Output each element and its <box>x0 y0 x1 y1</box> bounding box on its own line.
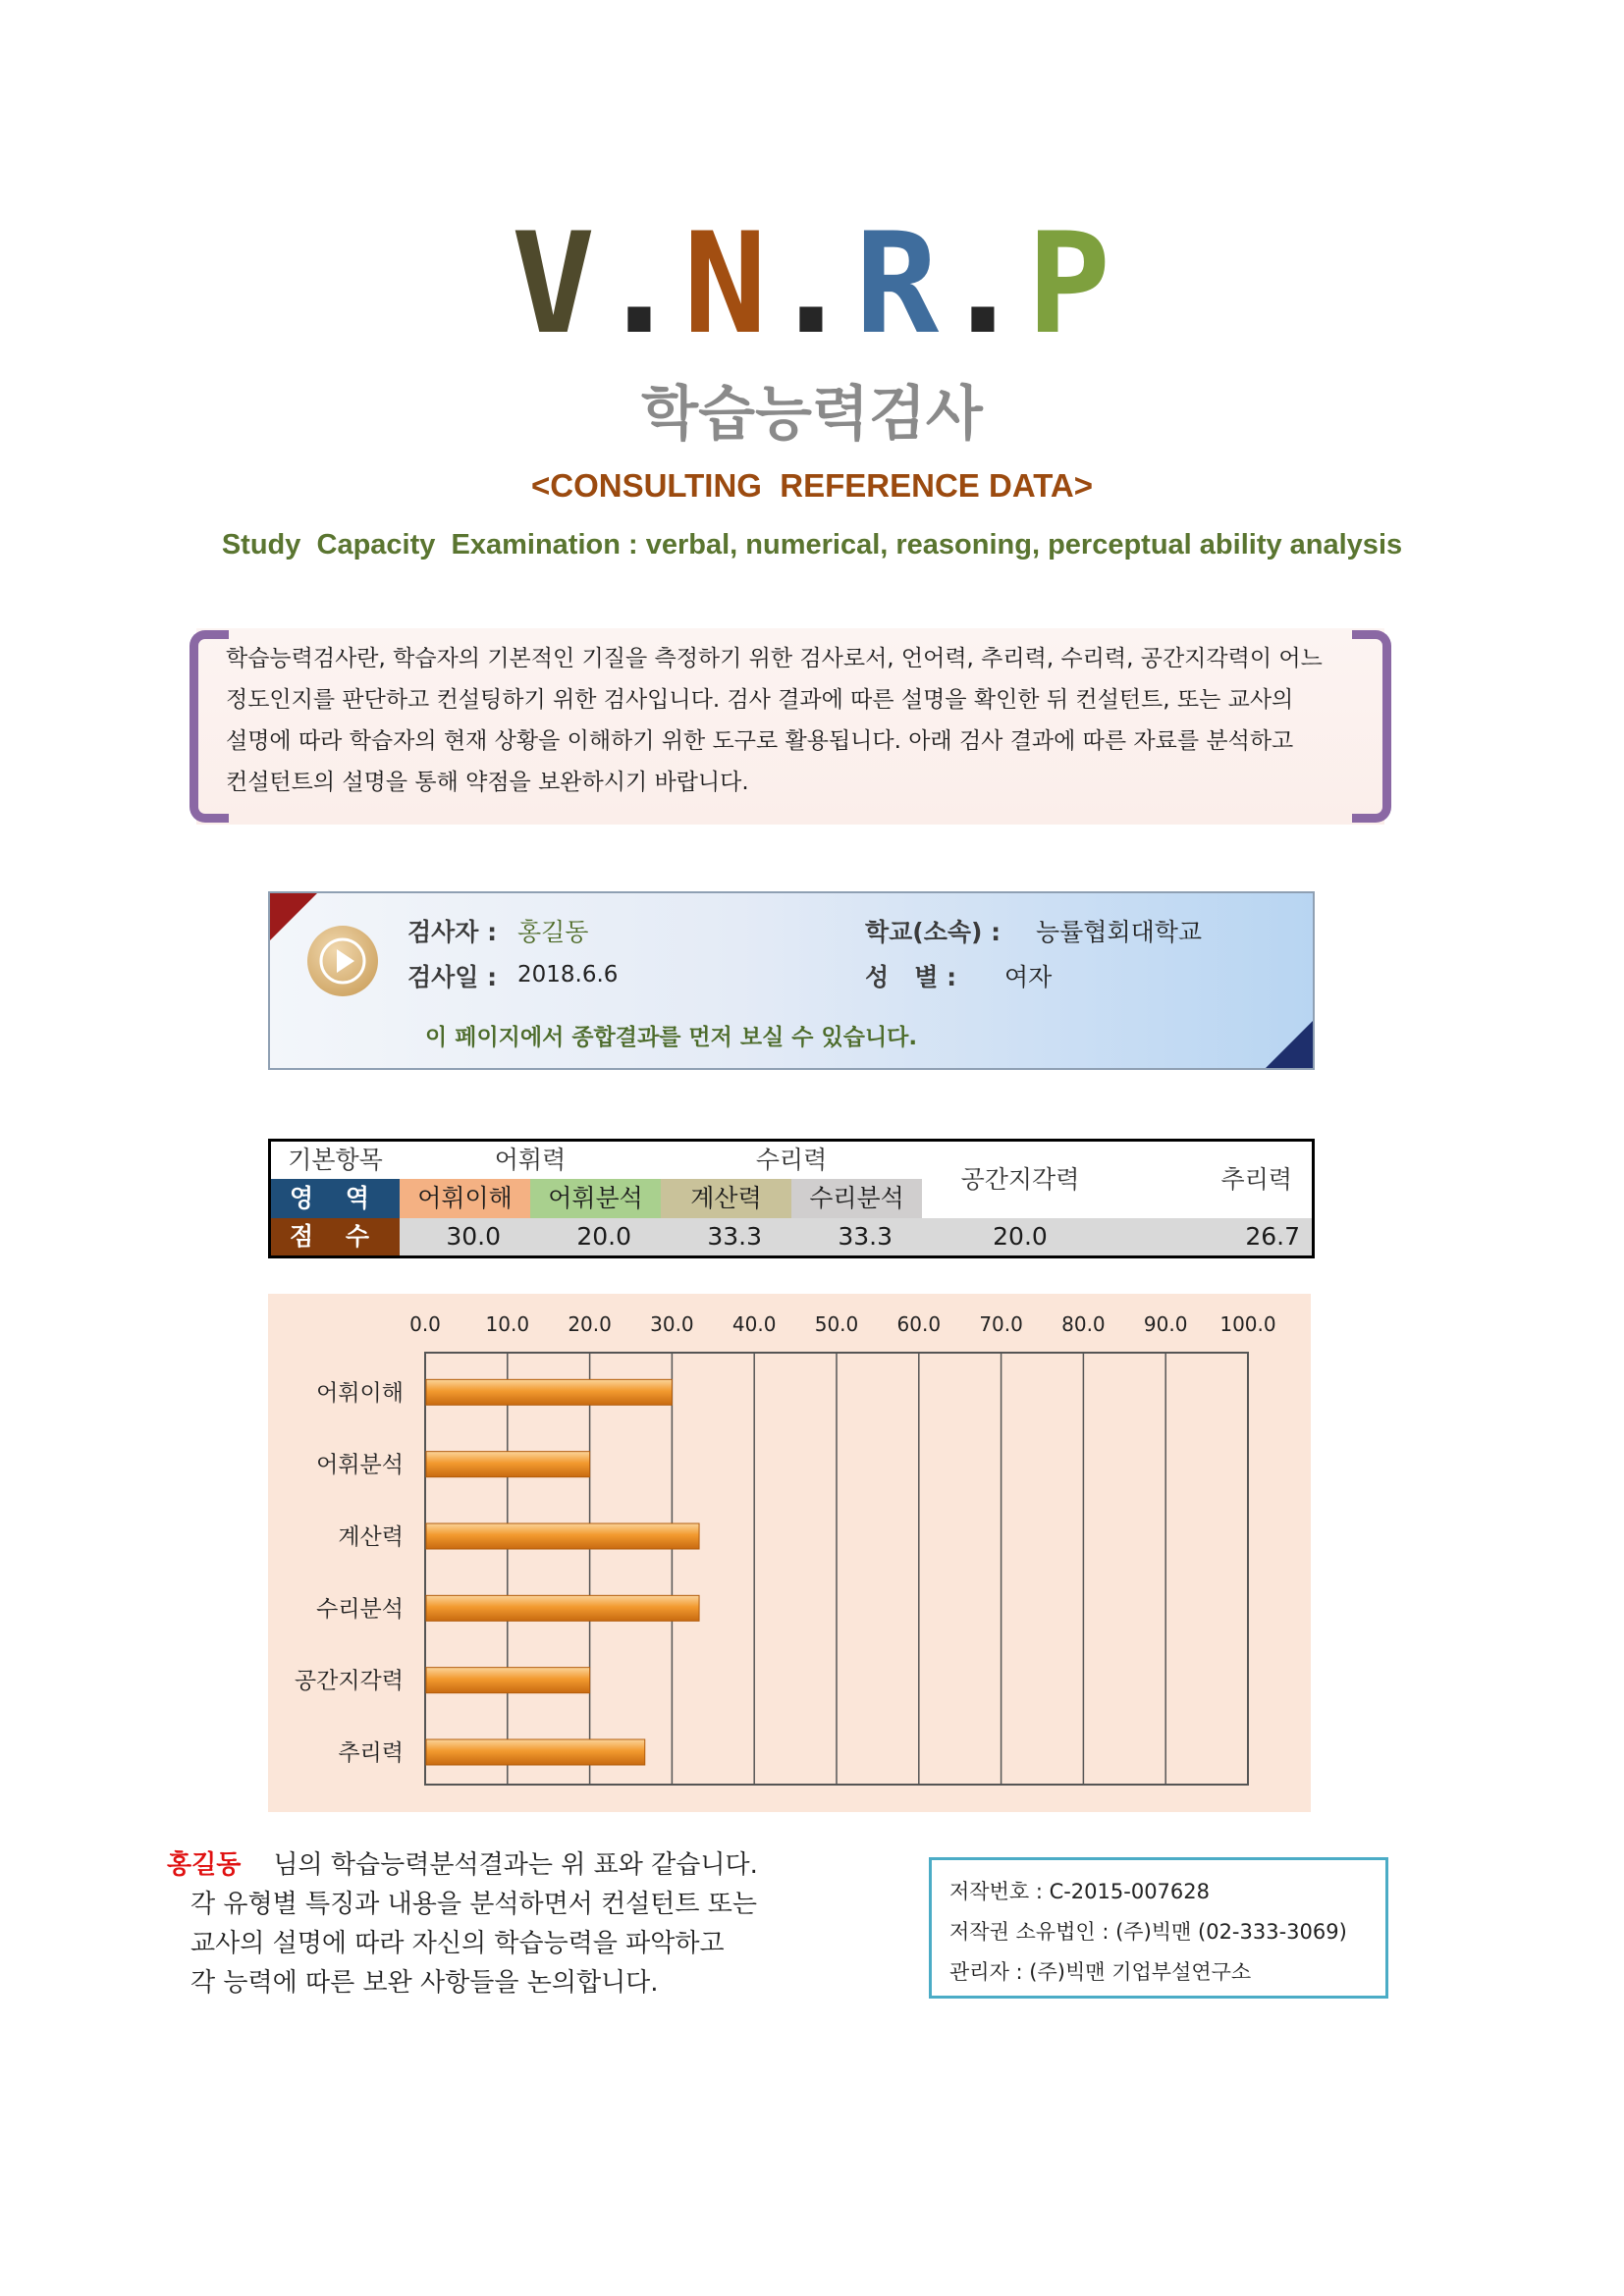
logo-dot: . <box>597 203 683 365</box>
table-row-label-area: 영 역 <box>271 1179 400 1218</box>
score-table <box>268 1139 1315 1258</box>
school-name: 능률협회대학교 <box>1036 918 1203 946</box>
table-header-vocab-group: 어휘력 <box>494 1146 567 1174</box>
exam-date: 2018.6.6 <box>517 962 619 988</box>
gender-label: 성 별 : <box>865 963 957 991</box>
play-icon <box>318 936 367 986</box>
gender-value: 여자 <box>1004 963 1053 991</box>
chart-svg <box>268 1294 1311 1812</box>
chart-bar <box>426 1452 590 1477</box>
page-subtitle: <CONSULTING REFERENCE DATA> <box>530 467 1094 504</box>
logo-letter-p: P <box>1026 203 1113 365</box>
chart-x-tick-label: 90.0 <box>1143 1312 1188 1336</box>
chart-x-tick-label: 40.0 <box>731 1312 777 1336</box>
summary-line-1: 님의 학습능력분석결과는 위 표와 같습니다. <box>273 1850 758 1880</box>
examinee-info-panel <box>268 891 1315 1070</box>
chart-bar <box>426 1668 590 1693</box>
examinee-name: 홍길동 <box>517 918 589 946</box>
table-score-cell: 30.0 <box>446 1222 501 1251</box>
table-score-cell: 33.3 <box>838 1222 893 1251</box>
page-title: 학습능력검사 <box>641 380 983 449</box>
chart-bar <box>426 1595 699 1621</box>
table-area-vocab-understanding: 어휘이해 <box>400 1179 530 1218</box>
summary-line-2: 각 유형별 특징과 내용을 분석하면서 컨설턴트 또는 <box>190 1890 758 1919</box>
result-summary <box>167 1845 835 2002</box>
copyright-box <box>929 1857 1388 1999</box>
examinee-label: 검사자 : <box>407 918 498 946</box>
chart-category-label: 어휘분석 <box>316 1452 404 1478</box>
english-description: Study Capacity Examination : verbal, numerical, reasoning, perceptual ability analysis <box>221 529 1403 561</box>
chart-x-tick-label: 80.0 <box>1061 1312 1106 1336</box>
logo-dot: . <box>941 203 1027 365</box>
table-header-spatial: 공간지각력 <box>960 1165 1080 1194</box>
chart-x-tick-label: 30.0 <box>650 1312 694 1336</box>
score-bar-chart <box>268 1294 1311 1812</box>
copyright-owner: 저작권 소유법인 : (주)빅맨 (02-333-3069) <box>949 1920 1347 1944</box>
table-area-calculation: 계산력 <box>661 1179 791 1218</box>
table-header-basic: 기본항목 <box>288 1146 383 1174</box>
vnrp-logo <box>0 203 1624 365</box>
summary-line-3: 교사의 설명에 따라 자신의 학습능력을 파악하고 <box>190 1929 725 1958</box>
table-score-cell: 20.0 <box>993 1222 1048 1251</box>
table-area-vocab-analysis: 어휘분석 <box>530 1179 661 1218</box>
chart-x-tick-label: 50.0 <box>814 1312 859 1336</box>
table-score-cell: 33.3 <box>707 1222 762 1251</box>
chart-category-label: 어휘이해 <box>316 1380 404 1407</box>
summary-name: 홍길동 <box>167 1850 242 1880</box>
chart-bar <box>426 1379 672 1405</box>
table-row-label-score: 점 수 <box>271 1218 400 1255</box>
table-score-cell: 26.7 <box>1245 1222 1300 1251</box>
logo-letter-v: V <box>511 203 598 365</box>
summary-line-4: 각 능력에 따른 보완 사항들을 논의합니다. <box>190 1968 659 1998</box>
chart-x-tick-label: 0.0 <box>409 1312 441 1336</box>
chart-x-tick-label: 10.0 <box>485 1312 530 1336</box>
intro-text: 학습능력검사란, 학습자의 기본적인 기질을 측정하기 위한 검사로서, 언어력, 추리력, 수리력, 공간지각력이 어느 정도인지를 판단하고 컨설팅하기 위한 검사입니다. 검사 결과에 따른 설명을 확인한 뒤 컨설턴트, 또는 교사의 설명에 따라 학습자의 현재 상황을 이해하기 위한 도구로 활용됩니다. 아래 검사 결과에 따른 자료를 분석하고 컨설턴트의 설명을 통해 약점을 보완하시기 바랍니다. <box>226 646 1323 795</box>
table-header-reasoning: 추리력 <box>1220 1165 1292 1194</box>
intro-box <box>196 628 1384 825</box>
chart-x-tick-label: 100.0 <box>1219 1312 1276 1336</box>
chart-category-label: 계산력 <box>338 1524 404 1550</box>
chart-category-label: 공간지각력 <box>294 1668 404 1694</box>
logo-letter-n: N <box>682 203 770 365</box>
table-score-cell: 20.0 <box>576 1222 631 1251</box>
chart-category-label: 수리분석 <box>316 1596 404 1623</box>
exam-date-label: 검사일 : <box>407 963 498 991</box>
copyright-manager: 관리자 : (주)빅맨 기업부설연구소 <box>949 1960 1252 1984</box>
copyright-number: 저작번호 : C-2015-007628 <box>949 1880 1210 1903</box>
chart-bar <box>426 1523 699 1549</box>
corner-decoration-bottom-right <box>1264 1019 1315 1070</box>
chart-x-tick-label: 20.0 <box>568 1312 612 1336</box>
play-button[interactable] <box>307 926 378 996</box>
summary-notice: 이 페이지에서 종합결과를 먼저 보실 수 있습니다. <box>425 1025 918 1050</box>
chart-category-label: 추리력 <box>338 1740 404 1766</box>
logo-letter-r: R <box>854 203 942 365</box>
chart-x-tick-label: 60.0 <box>896 1312 942 1336</box>
logo-dot: . <box>769 203 855 365</box>
table-area-math-analysis: 수리분석 <box>791 1179 922 1218</box>
left-bracket-decoration <box>189 630 229 823</box>
corner-decoration-top-left <box>268 891 319 942</box>
chart-x-tick-label: 70.0 <box>979 1312 1023 1336</box>
chart-bar <box>426 1739 645 1765</box>
school-label: 학교(소속) : <box>865 918 1001 946</box>
table-header-math-group: 수리력 <box>755 1146 828 1174</box>
